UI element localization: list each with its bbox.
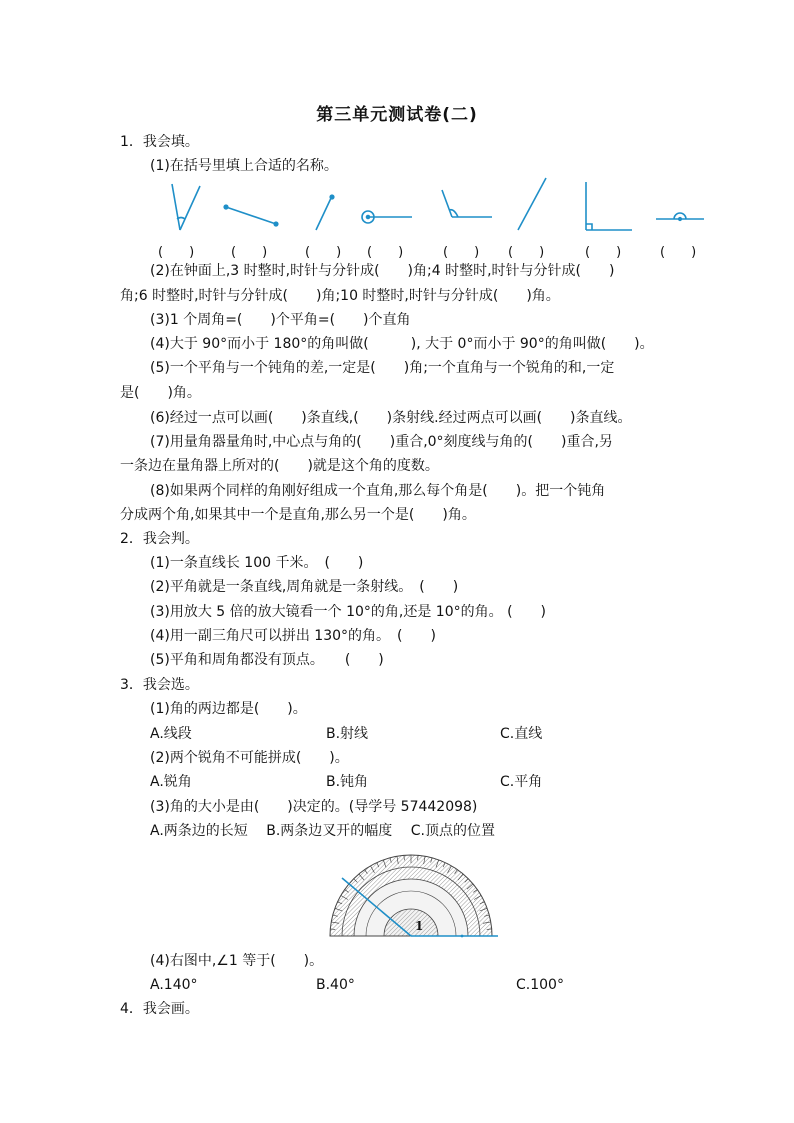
q2-item: (4)用一副三角尺可以拼出 130°的角。 ( ): [150, 628, 436, 644]
figure-answer-blank[interactable]: ( ): [305, 245, 342, 260]
q3-sub4-option-c[interactable]: C.100°: [516, 977, 564, 993]
q1-sub6: (6)经过一点可以画( )条直线,( )条射线.经过两点可以画( )条直线。: [150, 410, 632, 426]
q3-sub1: (1)角的两边都是( )。: [150, 701, 307, 717]
q3-sub2-option-b[interactable]: B.钝角: [326, 774, 369, 790]
figure-ray: [316, 195, 334, 230]
q2-item: (2)平角就是一条直线,周角就是一条射线。 ( ): [150, 579, 459, 595]
q2-item: (3)用放大 5 倍的放大镜看一个 10°的角,还是 10°的角。 ( ): [150, 604, 546, 620]
q3-sub1-option-c[interactable]: C.直线: [500, 726, 543, 742]
figure-line: [518, 178, 546, 230]
figure-answer-blank[interactable]: ( ): [158, 245, 195, 260]
q3-sub2: (2)两个锐角不可能拼成( )。: [150, 750, 349, 766]
angle-figures: [160, 172, 720, 232]
q3-sub4-option-a[interactable]: A.140°: [150, 977, 198, 993]
figure-straight-angle: [656, 213, 704, 220]
figure-right-angle: [586, 182, 632, 230]
q2-item: (1)一条直线长 100 千米。 ( ): [150, 555, 364, 571]
q1-sub7-line1: (7)用量角器量角时,中心点与角的( )重合,0°刻度线与角的( )重合,另: [150, 434, 613, 450]
figure-acute-angle: [172, 184, 200, 230]
figure-full-angle: [362, 211, 412, 223]
q3-sub4-option-b[interactable]: B.40°: [316, 977, 355, 993]
q2-heading: 2．我会判。: [120, 531, 199, 547]
q3-sub3-options[interactable]: A.两条边的长短 B.两条边叉开的幅度 C.顶点的位置: [150, 823, 495, 839]
figure-segment: [224, 205, 278, 226]
q1-sub8-line1: (8)如果两个同样的角刚好组成一个直角,那么每个角是( )。把一个钝角: [150, 483, 606, 499]
q1-sub8-line2: 分成两个角,如果其中一个是直角,那么另一个是( )角。: [120, 507, 476, 523]
figure-obtuse-angle: [442, 190, 492, 217]
q3-sub2-option-c[interactable]: C.平角: [500, 774, 543, 790]
q1-sub1: (1)在括号里填上合适的名称。: [150, 158, 338, 174]
q3-sub2-option-a[interactable]: A.锐角: [150, 774, 192, 790]
figure-answer-blank[interactable]: ( ): [660, 245, 697, 260]
q3-sub3: (3)角的大小是由( )决定的。(导学号 57442098): [150, 799, 478, 815]
figure-answer-blank[interactable]: ( ): [231, 245, 268, 260]
figure-answer-blank[interactable]: ( ): [508, 245, 545, 260]
q1-sub4: (4)大于 90°而小于 180°的角叫做( ), 大于 0°而小于 90°的角叫做( )。: [150, 336, 654, 352]
q4-heading: 4．我会画。: [120, 1001, 199, 1017]
angle-label-1: 1: [415, 919, 424, 933]
figure-answer-blank[interactable]: ( ): [367, 245, 404, 260]
q3-sub1-option-b[interactable]: B.射线: [326, 726, 369, 742]
q3-sub4: (4)右图中,∠1 等于( )。: [150, 953, 324, 969]
q1-sub3: (3)1 个周角=( )个平角=( )个直角: [150, 312, 411, 328]
q1-heading: 1．我会填。: [120, 134, 199, 150]
q3-heading: 3．我会选。: [120, 677, 199, 693]
figure-answer-blank[interactable]: ( ): [443, 245, 480, 260]
q1-sub5-line1: (5)一个平角与一个钝角的差,一定是( )角;一个直角与一个锐角的和,一定: [150, 360, 615, 376]
q1-sub5-line2: 是( )角。: [120, 385, 201, 401]
figure-answer-blank[interactable]: ( ): [585, 245, 622, 260]
page-title: 第三单元测试卷(二): [316, 105, 478, 125]
q3-sub1-option-a[interactable]: A.线段: [150, 726, 192, 742]
q1-sub7-line2: 一条边在量角器上所对的( )就是这个角的度数。: [120, 458, 439, 474]
q1-sub2-line1: (2)在钟面上,3 时整时,时针与分针成( )角;4 时整时,时针与分针成( ): [150, 263, 615, 279]
protractor-figure: [322, 850, 500, 944]
q2-item: (5)平角和周角都没有顶点。 ( ): [150, 652, 384, 668]
q1-sub2-line2: 角;6 时整时,时针与分针成( )角;10 时整时,时针与分针成( )角。: [120, 288, 560, 304]
